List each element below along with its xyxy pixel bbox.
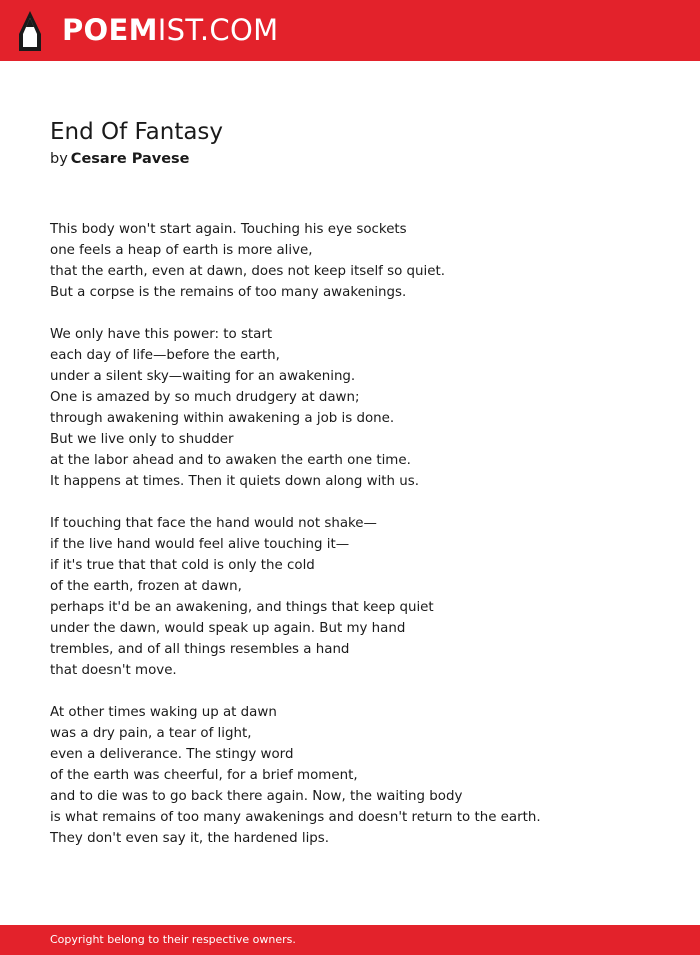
poem-line: that the earth, even at dawn, does not keep itself so quiet. [50, 264, 446, 279]
poem-line: even a deliverance. The stingy word [50, 747, 294, 762]
poem-line: One is amazed by so much drudgery at dawn; [50, 390, 360, 405]
site-header [0, 0, 700, 61]
poem-line: trembles, and of all things resembles a hand [50, 642, 350, 657]
stanza [50, 324, 670, 492]
author-name: Cesare Pavese [70, 151, 190, 167]
poem-line: perhaps it'd be an awakening, and things that keep quiet [50, 600, 434, 615]
poem-line: that doesn't move. [50, 663, 177, 678]
pencil-tip-icon [17, 10, 43, 52]
poem-line: under the dawn, would speak up again. But my hand [50, 621, 406, 636]
poem-line: and to die was to go back there again. Now, the waiting body [50, 789, 463, 804]
poem-body [50, 219, 670, 849]
poem-line: If touching that face the hand would not shake— [50, 516, 377, 531]
poem-line: It happens at times. Then it quiets down along with us. [50, 474, 420, 489]
poem-line: was a dry pain, a tear of light, [50, 726, 252, 741]
poem-line: This body won't start again. Touching his eye sockets [50, 222, 407, 237]
byline [50, 149, 190, 169]
poem-line: each day of life—before the earth, [50, 348, 280, 363]
poem-line: They don't even say it, the hardened lips. [50, 831, 330, 846]
poem-line: But a corpse is the remains of too many awakenings. [50, 285, 407, 300]
logo-bold-text: POEM [62, 13, 158, 47]
poem-line: if it's true that that cold is only the cold [50, 558, 315, 573]
poem-line: through awakening within awakening a job is done. [50, 411, 395, 426]
site-logo[interactable] [62, 13, 278, 47]
poem-line: We only have this power: to start [50, 327, 273, 342]
poem-line: at the labor ahead and to awaken the earth one time. [50, 453, 411, 468]
poem-line: one feels a heap of earth is more alive, [50, 243, 313, 258]
by-label: by [50, 151, 68, 167]
copyright-notice: Copyright belong to their respective owners. [50, 933, 296, 946]
poem-title: End Of Fantasy [50, 119, 224, 145]
poem-line: if the live hand would feel alive touching it— [50, 537, 350, 552]
poem-line: of the earth was cheerful, for a brief moment, [50, 768, 358, 783]
site-footer [0, 925, 700, 955]
poem-line: is what remains of too many awakenings and doesn't return to the earth. [50, 810, 541, 825]
poem-line: of the earth, frozen at dawn, [50, 579, 242, 594]
poem-line: under a silent sky—waiting for an awakening. [50, 369, 356, 384]
logo-light-text: IST.COM [157, 13, 279, 47]
stanza [50, 513, 670, 681]
poem-line: But we live only to shudder [50, 432, 234, 447]
poem-line: At other times waking up at dawn [50, 705, 277, 720]
stanza [50, 219, 670, 303]
stanza [50, 702, 670, 849]
